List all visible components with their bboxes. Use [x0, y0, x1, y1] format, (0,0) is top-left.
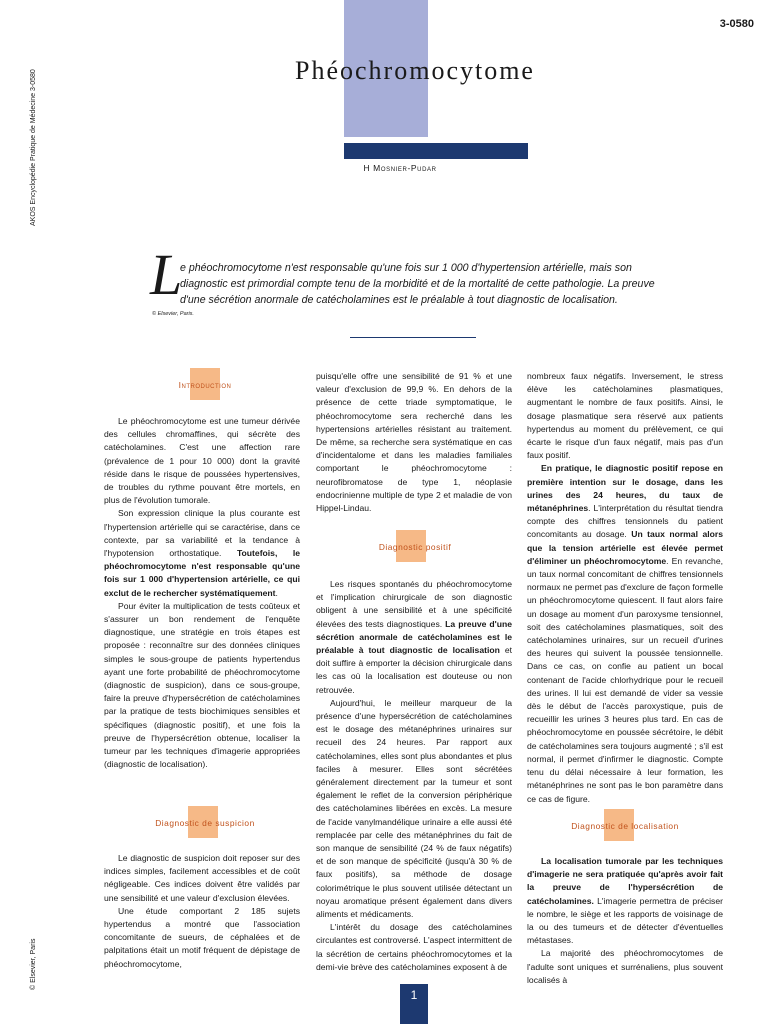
- text-run-bold: La localisation tumorale par les techniques d'imagerie ne sera pratiquée qu'après avoir fait la preuve de l'hypersécrétion de catécholamines.: [527, 856, 723, 906]
- column-2-bottom: [316, 578, 512, 974]
- heading-text: Diagnostic positif: [378, 542, 452, 552]
- paragraph: La majorité des phéochromocytomes de l'adulte sont uniques et surrénaliens, plus souvent localisés à: [527, 948, 723, 985]
- column-3-top: [527, 370, 723, 806]
- paragraph: Le phéochromocytome est une tumeur dérivée des cellules chromaffines, qui sécrète des catécholamines. C'est une affection rare (prévalence de 1 pour 10 000) dont la gravité réside dans le risque de poussées hypertensives, de troubles du rythme pouvant être mortels, en plus de l'évolution tumorale.: [104, 416, 300, 506]
- text-run: Les risques spontanés du phéochromocytome et l'implication chirurgicale de son diagnostic obligent à une sensibilité et à une spécificité élevées des tests diagnostiques.: [316, 579, 512, 629]
- author: H Mosnier-Pudar: [363, 163, 437, 173]
- paragraph: [527, 462, 723, 805]
- paragraph: [316, 578, 512, 697]
- heading-positif: [350, 542, 480, 552]
- text-run-bold: Un taux normal alors que la tension artérielle est élevée permet d'éliminer un phéochromocytome: [527, 529, 724, 566]
- paragraph: Aujourd'hui, le meilleur marqueur de la présence d'une hypersécrétion de catécholamines est le dosage des métanéphrines urinaires sur recueil des 24 heures. Par rapport aux catécholamines, elles sont plus abondantes et plus faciles à mesurer. Elles sont sécrétées généralement directement par la tumeur et sont également le reflet de la conversion périphérique des catécholamines libérées en excès. La mesure de l'acide vanylmandélique urinaire a elle aussi été remplacée par celle des métanéphrines du fait de son manque de sensibilité (24 % de faux négatifs) et de son manque de spécificité (jusqu'à 30 % de faux positifs), sa méthode de dosage colorimétrique le plus souvent utilisée détectant un noyau aromatique présent également dans divers aliments et médicaments.: [316, 697, 512, 920]
- column-1-bottom: [104, 852, 300, 971]
- text-run: Son expression clinique la plus courante est l'hypertension artérielle qui se caractérise, dans ce contexte, par sa variabilité et la tendance à l'hypotension orthostatique.: [104, 508, 300, 559]
- text-run-bold: En pratique, le diagnostic positif repose en première intention sur le dosage, dans les urines des 24 heures, du taux de métanéphrines: [527, 463, 723, 514]
- paragraph: nombreux faux négatifs. Inversement, le stress élève les catécholamines plasmatiques, augmentant le nombre de faux positifs. Ainsi, le dosage plasmatique sera réservé aux patients hypertendus au moment du prélèvement, ce qui écarte le risque d'un faux négatif, mais pas d'un faux positif.: [527, 371, 723, 461]
- document-number: 3-0580: [719, 18, 754, 30]
- text-run-bold: Toutefois, le phéochromocytome n'est responsable qu'une fois sur 1 000 d'hypertension artérielle, ce qui exclut de le rechercher systématiquement: [104, 548, 300, 598]
- side-copyright-text: © Elsevier, Paris: [30, 938, 37, 990]
- text-run: L'imagerie permettra de préciser le nombre, le siège et les rapports de voisinage de la ou des tumeurs et de détecter d'éventuelles métastases.: [527, 895, 723, 946]
- column-1-top: [104, 415, 300, 771]
- heading-suspicion: [130, 818, 280, 828]
- paragraph: [527, 855, 723, 947]
- paragraph: Une étude comportant 2 185 sujets hypertendus a montré que l'association concomitante de sueurs, de céphalées et de palpitations était un motif fréquent de dépistage de phéochromocytome,: [104, 905, 300, 969]
- heading-introduction: [150, 380, 260, 390]
- heading-localisation: [540, 821, 710, 831]
- paragraph: puisqu'elle offre une sensibilité de 91 % et une valeur d'exclusion de 99,9 %. En dehors de la présence de cette triade symptomatique, le phéochromocytome sera recherché dans les hypertensions artérielles résistant au traitement. De même, sa recherche sera systématique en cas d'incidentalome et dans les maladies familiales comportant le phéochromocytome : neurofibromatose de type 1, néoplasie endocrinienne multiple de type 2 et maladie de von Hippel-Lindau.: [316, 371, 512, 514]
- text-run: . En revanche, un taux normal concomitant de chiffres tensionnels normaux ne permet pas d'exclure de façon formelle un phéochromocytome quiescent. Il faut alors faire un dosage au moment d'un paroxysme tensionnel, soit des catécholamines plasmatiques, soit des catécholamines urinaires, sur un recueil d'urines des heures qui suivent la poussée tensionnelle. Dans ce cas, on confie au patient un bocal contenant de l'acide chlorhydrique pour le recueil des urines. Il lui est demandé de vider sa vessie dès le début de l'accès paroxystique, puis de recueillir les urines 3 heures plus tard. En cas de phéochromocytome en poussée sécrétoire, le débit de catécholamines sera toujours augmenté ; s'il est normal, il permet d'infirmer le diagnostic. Compte tenu du délai nécessaire à leur formation, les métanéphrines ne sont pas le bon paramètre dans ce cas de figure.: [527, 555, 724, 804]
- abstract-divider: [350, 337, 476, 338]
- page-number: 1: [400, 984, 428, 1024]
- text-run: . L'interprétation du résultat tiendra compte des chiffres tensionnels du patient concomitants au dosage.: [527, 503, 723, 540]
- paragraph: Pour éviter la multiplication de tests coûteux et s'assurer un bon rendement de l'enquête diagnostique, une stratégie en trois étapes est proposée : reconnaître sur des données cliniques simples le sous-groupe de patients hypertendus ayant une forte probabilité de phéochromocytome (diagnostic de suspicion), dans ce sous-groupe, faire la preuve d'hypersécrétion de catécholamines par la pratique de tests biochimiques sensibles et spécifiques (diagnostic positif), et une fois la preuve de l'hypersécrétion obtenue, localiser la tumeur par les techniques d'imagerie appropriées (diagnostic de localisation).: [104, 600, 300, 770]
- heading-text: Introduction: [178, 380, 232, 390]
- side-copyright-label: [30, 880, 44, 990]
- abstract-copyright: © Elsevier, Paris.: [152, 311, 194, 317]
- abstract-drop-cap: L: [150, 242, 183, 307]
- page-title: Phéochromocytome: [295, 56, 535, 85]
- column-2-top: [316, 370, 512, 515]
- abstract-text: e phéochromocytome n'est responsable qu'une fois sur 1 000 d'hypertension artérielle, mais son diagnostic est primordial compte tenu de la morbidité et de la mortalité de cette pathologie. La preuve d'une sécrétion anormale de catécholamines est le préalable à tout diagnostic de localisation.: [180, 262, 655, 306]
- text-run: .: [275, 587, 278, 598]
- paragraph: [104, 507, 300, 599]
- heading-text: Diagnostic de suspicion: [155, 818, 255, 828]
- text-run-bold: La preuve d'une sécrétion anormale de catécholamines est le préalable à tout diagnostic de localisation: [316, 618, 512, 656]
- side-journal-text: AKOS Encyclopédie Pratique de Médecine 3-0580: [30, 69, 37, 226]
- paragraph: Le diagnostic de suspicion doit reposer sur des indices simples, facilement accessibles et de coût négligeable. Ces indices doivent être validés par une sensibilité et une valeur d'exclusion élevées.: [104, 853, 300, 903]
- text-run: et doit suffire à emporter la décision chirurgicale dans les cas où la localisation est douteuse ou non retrouvée.: [316, 645, 512, 695]
- title-decor-bar: [344, 143, 528, 159]
- paragraph: L'intérêt du dosage des catécholamines circulantes est controversé. L'aspect intermittent de la sécrétion de certains phéochromocytomes et la demi-vie brève des catécholamines exposent à de: [316, 922, 512, 972]
- side-journal-label: [30, 12, 44, 226]
- heading-text: Diagnostic de localisation: [571, 821, 679, 831]
- column-3-bottom: [527, 855, 723, 987]
